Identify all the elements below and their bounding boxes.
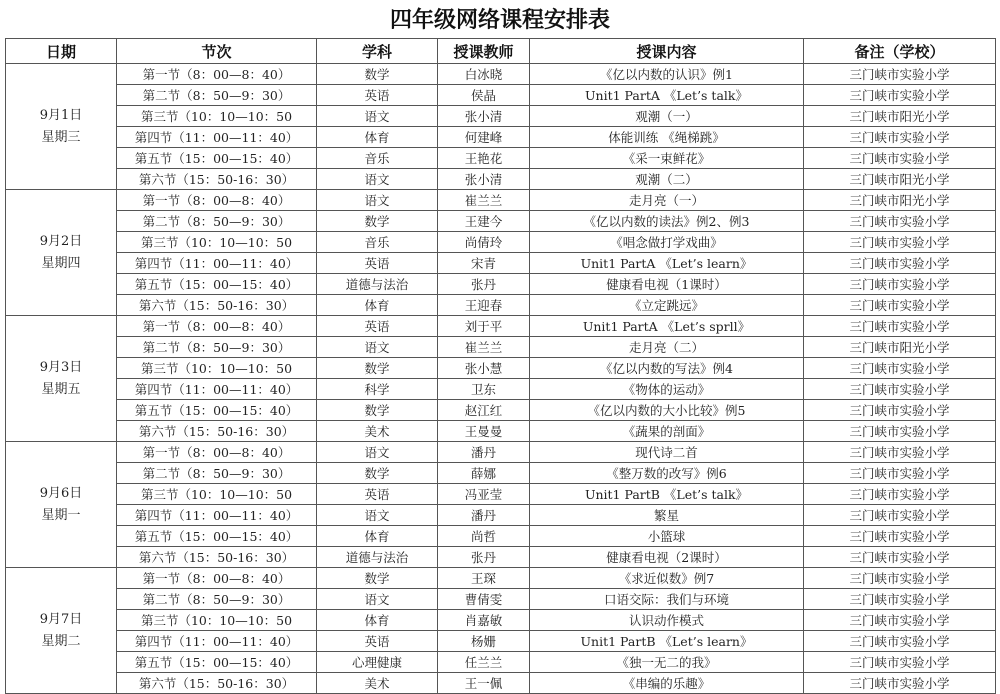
period-cell: 第三节（10：10—10：50 xyxy=(117,106,317,127)
school-cell: 三门峡市实验小学 xyxy=(804,400,996,421)
school-cell: 三门峡市实验小学 xyxy=(804,652,996,673)
school-cell: 三门峡市实验小学 xyxy=(804,610,996,631)
subject-cell: 语文 xyxy=(317,505,438,526)
content-cell: 健康看电视（2课时） xyxy=(530,547,804,568)
school-cell: 三门峡市实验小学 xyxy=(804,568,996,589)
content-cell: 观潮（二） xyxy=(530,169,804,190)
date-cell xyxy=(6,190,117,316)
subject-cell: 体育 xyxy=(317,526,438,547)
school-cell: 三门峡市实验小学 xyxy=(804,379,996,400)
teacher-cell: 崔兰兰 xyxy=(438,190,530,211)
table-row xyxy=(6,505,996,526)
content-cell: 《亿以内数的写法》例4 xyxy=(530,358,804,379)
table-row xyxy=(6,190,996,211)
period-cell: 第四节（11：00—11：40） xyxy=(117,253,317,274)
content-cell: 观潮（一） xyxy=(530,106,804,127)
school-cell: 三门峡市实验小学 xyxy=(804,484,996,505)
teacher-cell: 曹倩雯 xyxy=(438,589,530,610)
header-subject: 学科 xyxy=(317,39,438,64)
header-school: 备注（学校） xyxy=(804,39,996,64)
teacher-cell: 张丹 xyxy=(438,547,530,568)
content-cell: 认识动作模式 xyxy=(530,610,804,631)
content-cell: Unit1 PartB 《Let’s learn》 xyxy=(530,631,804,652)
school-cell: 三门峡市实验小学 xyxy=(804,358,996,379)
subject-cell: 语文 xyxy=(317,442,438,463)
period-cell: 第四节（11：00—11：40） xyxy=(117,127,317,148)
subject-cell: 体育 xyxy=(317,127,438,148)
table-row xyxy=(6,421,996,442)
period-cell: 第六节（15：50-16：30） xyxy=(117,169,317,190)
subject-cell: 数学 xyxy=(317,211,438,232)
period-cell: 第六节（15：50-16：30） xyxy=(117,547,317,568)
table-row xyxy=(6,337,996,358)
content-cell: 走月亮（一） xyxy=(530,190,804,211)
date-cell xyxy=(6,64,117,190)
date-label: 9月1日 xyxy=(39,107,83,123)
content-cell: 《求近似数》例7 xyxy=(530,568,804,589)
period-cell: 第五节（15：00—15：40） xyxy=(117,652,317,673)
subject-cell: 语文 xyxy=(317,589,438,610)
school-cell: 三门峡市实验小学 xyxy=(804,547,996,568)
content-cell: 《亿以内数的认识》例1 xyxy=(530,64,804,85)
content-cell: 《亿以内数的大小比较》例5 xyxy=(530,400,804,421)
table-row xyxy=(6,274,996,295)
content-cell: 小篮球 xyxy=(530,526,804,547)
period-cell: 第二节（8：50—9：30） xyxy=(117,589,317,610)
weekday-label: 星期二 xyxy=(41,633,81,649)
subject-cell: 数学 xyxy=(317,400,438,421)
teacher-cell: 张丹 xyxy=(438,274,530,295)
table-row xyxy=(6,253,996,274)
date-label: 9月3日 xyxy=(39,359,83,375)
teacher-cell: 张小慧 xyxy=(438,358,530,379)
subject-cell: 英语 xyxy=(317,316,438,337)
date-cell xyxy=(6,568,117,694)
subject-cell: 英语 xyxy=(317,631,438,652)
school-cell: 三门峡市实验小学 xyxy=(804,526,996,547)
content-cell: 走月亮（二） xyxy=(530,337,804,358)
school-cell: 三门峡市实验小学 xyxy=(804,211,996,232)
school-cell: 三门峡市实验小学 xyxy=(804,631,996,652)
teacher-cell: 王艳花 xyxy=(438,148,530,169)
period-cell: 第二节（8：50—9：30） xyxy=(117,85,317,106)
school-cell: 三门峡市阳光小学 xyxy=(804,337,996,358)
period-cell: 第五节（15：00—15：40） xyxy=(117,400,317,421)
school-cell: 三门峡市实验小学 xyxy=(804,64,996,85)
content-cell: 《独一无二的我》 xyxy=(530,652,804,673)
teacher-cell: 白冰晓 xyxy=(438,64,530,85)
weekday-label: 星期四 xyxy=(41,255,81,271)
teacher-cell: 王曼曼 xyxy=(438,421,530,442)
subject-cell: 数学 xyxy=(317,463,438,484)
school-cell: 三门峡市实验小学 xyxy=(804,295,996,316)
teacher-cell: 赵江红 xyxy=(438,400,530,421)
content-cell: 《立定跳远》 xyxy=(530,295,804,316)
content-cell: 《蔬果的剖面》 xyxy=(530,421,804,442)
teacher-cell: 冯亚莹 xyxy=(438,484,530,505)
subject-cell: 心理健康 xyxy=(317,652,438,673)
subject-cell: 体育 xyxy=(317,610,438,631)
period-cell: 第一节（8：00—8：40） xyxy=(117,190,317,211)
subject-cell: 数学 xyxy=(317,358,438,379)
schedule-table xyxy=(5,38,996,694)
teacher-cell: 崔兰兰 xyxy=(438,337,530,358)
subject-cell: 美术 xyxy=(317,421,438,442)
school-cell: 三门峡市实验小学 xyxy=(804,442,996,463)
period-cell: 第三节（10：10—10：50 xyxy=(117,484,317,505)
table-row xyxy=(6,295,996,316)
table-row xyxy=(6,379,996,400)
teacher-cell: 侯晶 xyxy=(438,85,530,106)
period-cell: 第五节（15：00—15：40） xyxy=(117,148,317,169)
table-row xyxy=(6,400,996,421)
school-cell: 三门峡市实验小学 xyxy=(804,673,996,694)
content-cell: 体能训练 《绳梯跳》 xyxy=(530,127,804,148)
weekday-label: 星期三 xyxy=(41,129,81,145)
school-cell: 三门峡市实验小学 xyxy=(804,127,996,148)
table-row xyxy=(6,169,996,190)
subject-cell: 语文 xyxy=(317,106,438,127)
subject-cell: 英语 xyxy=(317,253,438,274)
table-row xyxy=(6,442,996,463)
teacher-cell: 王一佩 xyxy=(438,673,530,694)
table-row xyxy=(6,673,996,694)
table-row xyxy=(6,589,996,610)
header-teacher: 授课教师 xyxy=(438,39,530,64)
table-row xyxy=(6,610,996,631)
subject-cell: 语文 xyxy=(317,337,438,358)
table-row xyxy=(6,85,996,106)
subject-cell: 音乐 xyxy=(317,148,438,169)
table-row xyxy=(6,106,996,127)
subject-cell: 英语 xyxy=(317,85,438,106)
table-row xyxy=(6,148,996,169)
teacher-cell: 张小清 xyxy=(438,169,530,190)
date-label: 9月6日 xyxy=(39,485,83,501)
schedule-body xyxy=(6,64,996,694)
school-cell: 三门峡市实验小学 xyxy=(804,274,996,295)
teacher-cell: 潘丹 xyxy=(438,442,530,463)
school-cell: 三门峡市阳光小学 xyxy=(804,106,996,127)
table-row xyxy=(6,568,996,589)
table-row xyxy=(6,631,996,652)
date-cell xyxy=(6,442,117,568)
content-cell: 《串编的乐趣》 xyxy=(530,673,804,694)
school-cell: 三门峡市实验小学 xyxy=(804,421,996,442)
table-row xyxy=(6,526,996,547)
school-cell: 三门峡市实验小学 xyxy=(804,589,996,610)
content-cell: 《采一束鲜花》 xyxy=(530,148,804,169)
table-row xyxy=(6,127,996,148)
subject-cell: 美术 xyxy=(317,673,438,694)
table-row xyxy=(6,652,996,673)
content-cell: Unit1 PartA 《Let’s talk》 xyxy=(530,85,804,106)
subject-cell: 数学 xyxy=(317,64,438,85)
period-cell: 第六节（15：50-16：30） xyxy=(117,673,317,694)
period-cell: 第六节（15：50-16：30） xyxy=(117,421,317,442)
period-cell: 第四节（11：00—11：40） xyxy=(117,631,317,652)
subject-cell: 英语 xyxy=(317,484,438,505)
teacher-cell: 何建峰 xyxy=(438,127,530,148)
table-row xyxy=(6,547,996,568)
teacher-cell: 王建今 xyxy=(438,211,530,232)
teacher-cell: 尚倩玲 xyxy=(438,232,530,253)
content-cell: Unit1 PartA 《Let’s learn》 xyxy=(530,253,804,274)
table-row xyxy=(6,232,996,253)
table-row xyxy=(6,358,996,379)
teacher-cell: 刘于平 xyxy=(438,316,530,337)
teacher-cell: 薛娜 xyxy=(438,463,530,484)
date-label: 9月2日 xyxy=(39,233,83,249)
period-cell: 第三节（10：10—10：50 xyxy=(117,358,317,379)
period-cell: 第二节（8：50—9：30） xyxy=(117,211,317,232)
subject-cell: 语文 xyxy=(317,190,438,211)
subject-cell: 音乐 xyxy=(317,232,438,253)
period-cell: 第一节（8：00—8：40） xyxy=(117,64,317,85)
subject-cell: 语文 xyxy=(317,169,438,190)
content-cell: 健康看电视（1课时） xyxy=(530,274,804,295)
school-cell: 三门峡市实验小学 xyxy=(804,316,996,337)
teacher-cell: 张小清 xyxy=(438,106,530,127)
content-cell: Unit1 PartA 《Let’s sprll》 xyxy=(530,316,804,337)
table-row xyxy=(6,64,996,85)
header-row xyxy=(6,39,996,64)
period-cell: 第一节（8：00—8：40） xyxy=(117,442,317,463)
school-cell: 三门峡市实验小学 xyxy=(804,253,996,274)
period-cell: 第六节（15：50-16：30） xyxy=(117,295,317,316)
period-cell: 第三节（10：10—10：50 xyxy=(117,232,317,253)
school-cell: 三门峡市实验小学 xyxy=(804,85,996,106)
page-title: 四年级网络课程安排表 xyxy=(389,7,610,33)
table-row xyxy=(6,463,996,484)
content-cell: 繁星 xyxy=(530,505,804,526)
school-cell: 三门峡市阳光小学 xyxy=(804,190,996,211)
weekday-label: 星期五 xyxy=(41,381,81,397)
period-cell: 第三节（10：10—10：50 xyxy=(117,610,317,631)
content-cell: 《整万数的改写》例6 xyxy=(530,463,804,484)
school-cell: 三门峡市实验小学 xyxy=(804,463,996,484)
subject-cell: 道德与法治 xyxy=(317,547,438,568)
teacher-cell: 任兰兰 xyxy=(438,652,530,673)
header-date: 日期 xyxy=(6,39,117,64)
school-cell: 三门峡市阳光小学 xyxy=(804,169,996,190)
table-row xyxy=(6,316,996,337)
period-cell: 第四节（11：00—11：40） xyxy=(117,379,317,400)
period-cell: 第一节（8：00—8：40） xyxy=(117,316,317,337)
header-content: 授课内容 xyxy=(530,39,804,64)
teacher-cell: 肖嘉敏 xyxy=(438,610,530,631)
table-row xyxy=(6,211,996,232)
teacher-cell: 王迎春 xyxy=(438,295,530,316)
period-cell: 第四节（11：00—11：40） xyxy=(117,505,317,526)
teacher-cell: 宋青 xyxy=(438,253,530,274)
content-cell: 《唱念做打学戏曲》 xyxy=(530,232,804,253)
table-row xyxy=(6,484,996,505)
date-label: 9月7日 xyxy=(39,611,83,627)
weekday-label: 星期一 xyxy=(41,507,81,523)
subject-cell: 数学 xyxy=(317,568,438,589)
date-cell xyxy=(6,316,117,442)
period-cell: 第五节（15：00—15：40） xyxy=(117,274,317,295)
content-cell: 口语交际：我们与环境 xyxy=(530,589,804,610)
subject-cell: 体育 xyxy=(317,295,438,316)
period-cell: 第二节（8：50—9：30） xyxy=(117,463,317,484)
school-cell: 三门峡市实验小学 xyxy=(804,232,996,253)
subject-cell: 道德与法治 xyxy=(317,274,438,295)
school-cell: 三门峡市实验小学 xyxy=(804,148,996,169)
school-cell: 三门峡市实验小学 xyxy=(804,505,996,526)
subject-cell: 科学 xyxy=(317,379,438,400)
header-period: 节次 xyxy=(117,39,317,64)
period-cell: 第五节（15：00—15：40） xyxy=(117,526,317,547)
teacher-cell: 卫东 xyxy=(438,379,530,400)
period-cell: 第二节（8：50—9：30） xyxy=(117,337,317,358)
content-cell: 《物体的运动》 xyxy=(530,379,804,400)
teacher-cell: 王琛 xyxy=(438,568,530,589)
content-cell: 现代诗二首 xyxy=(530,442,804,463)
teacher-cell: 尚哲 xyxy=(438,526,530,547)
teacher-cell: 杨姗 xyxy=(438,631,530,652)
period-cell: 第一节（8：00—8：40） xyxy=(117,568,317,589)
content-cell: Unit1 PartB 《Let’s talk》 xyxy=(530,484,804,505)
content-cell: 《亿以内数的读法》例2、例3 xyxy=(530,211,804,232)
teacher-cell: 潘丹 xyxy=(438,505,530,526)
